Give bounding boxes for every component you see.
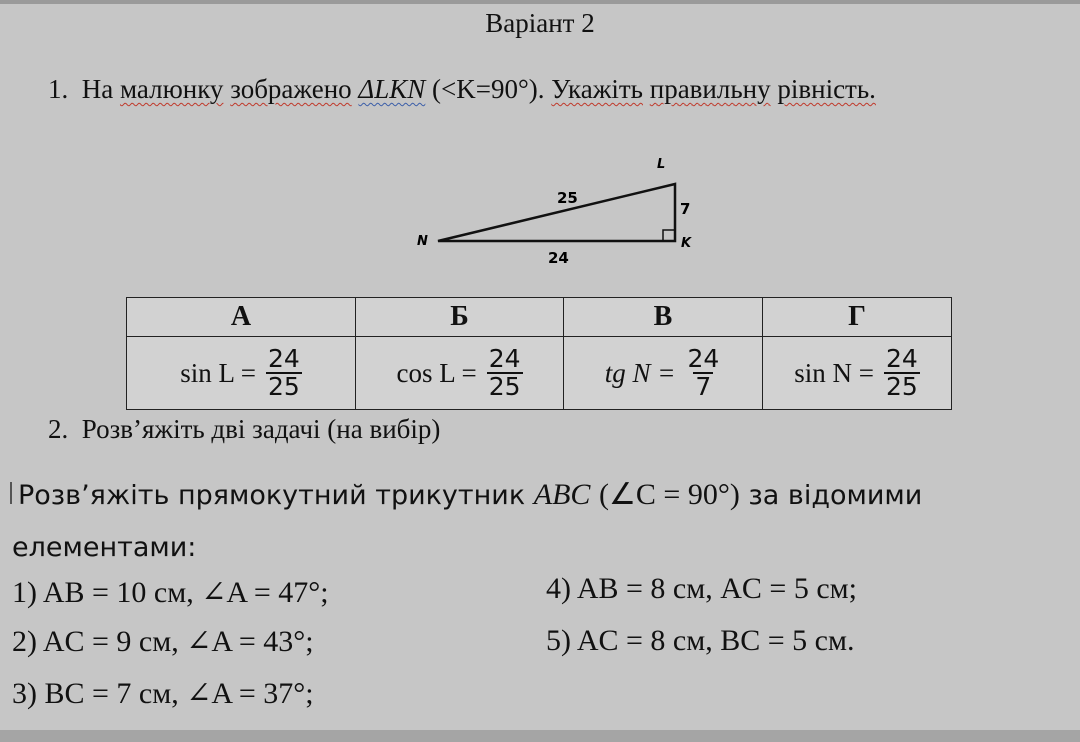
task-statement-line-2: елементами: [12,532,197,563]
options-answer-row [127,337,952,410]
option-a-fraction [266,343,302,401]
task-item-3: 3) BC = 7 см, ∠A = 37°; [12,677,314,710]
option-v-fraction [685,343,721,401]
option-g-denominator: 25 [885,372,918,401]
vertex-k-label: K [681,236,692,251]
option-g-cell[interactable] [763,337,952,410]
option-g-header: Г [763,298,952,337]
question-1 [48,74,876,105]
vertex-l-label: L [657,157,666,172]
q1-word: малюнку [119,74,224,104]
option-b-lhs: cos L = [396,357,477,388]
task-item-2: 2) AC = 9 см, ∠A = 43°; [12,625,314,658]
option-a-numerator: 24 [267,343,300,373]
task-statement-line-1 [18,477,922,512]
top-edge [0,0,1080,4]
task-condition: (∠C = 90°) [599,478,740,511]
q1-word: зображено [230,74,352,104]
triangle-abc: ABC [533,478,591,511]
option-a-cell[interactable] [127,337,356,410]
question-2-number: 2. [48,414,69,444]
side-nk-label: 24 [548,249,569,267]
options-header-row [127,298,952,337]
q1-word: рівність. [777,74,876,104]
option-v-cell[interactable] [564,337,763,410]
task-item-4: 4) AB = 8 см, AC = 5 см; [546,572,857,605]
option-b-cell[interactable] [356,337,564,410]
option-b-denominator: 25 [488,372,521,401]
option-b-numerator: 24 [488,343,521,373]
triangle-lkn-diagram [405,148,715,273]
option-g-lhs: sin N = [794,357,874,388]
vertex-n-label: N [417,234,428,249]
task-item-5: 5) AC = 8 см, BC = 5 см. [546,624,855,657]
right-angle-mark [663,230,675,241]
option-a-denominator: 25 [267,372,300,401]
task-intro-end: за відомими [748,480,923,511]
task-item-1: 1) AB = 10 см, ∠A = 47°; [12,576,329,609]
q1-word: правильну [649,74,771,104]
option-a-header: А [127,298,356,337]
answer-options-table [126,297,952,410]
task-intro: Розв’яжіть прямокутний трикутник [18,480,526,511]
option-v-denominator: 7 [695,372,712,401]
option-v-header: В [564,298,763,337]
question-1-number: 1. [48,74,69,104]
q1-word: Укажіть [551,74,643,104]
option-g-fraction [884,343,920,401]
right-angle-condition: (<K=90°). [432,74,545,104]
option-b-header: Б [356,298,564,337]
option-g-numerator: 24 [885,343,918,373]
triangle-name: ΔLKN [358,74,426,104]
option-v-numerator: 24 [687,343,720,373]
question-2-text: Розв’яжіть дві задачі (на вибір) [81,414,441,444]
option-a-lhs: sin L = [180,357,256,388]
side-lk-label: 7 [680,200,691,218]
margin-mark [10,482,12,504]
option-v-lhs: tg N = [604,357,676,388]
variant-title: Варіант 2 [485,8,595,38]
side-ln-label: 25 [557,189,578,207]
question-2 [48,414,440,445]
q1-word: На [81,74,114,104]
bottom-edge [0,730,1080,742]
option-b-fraction [487,343,523,401]
